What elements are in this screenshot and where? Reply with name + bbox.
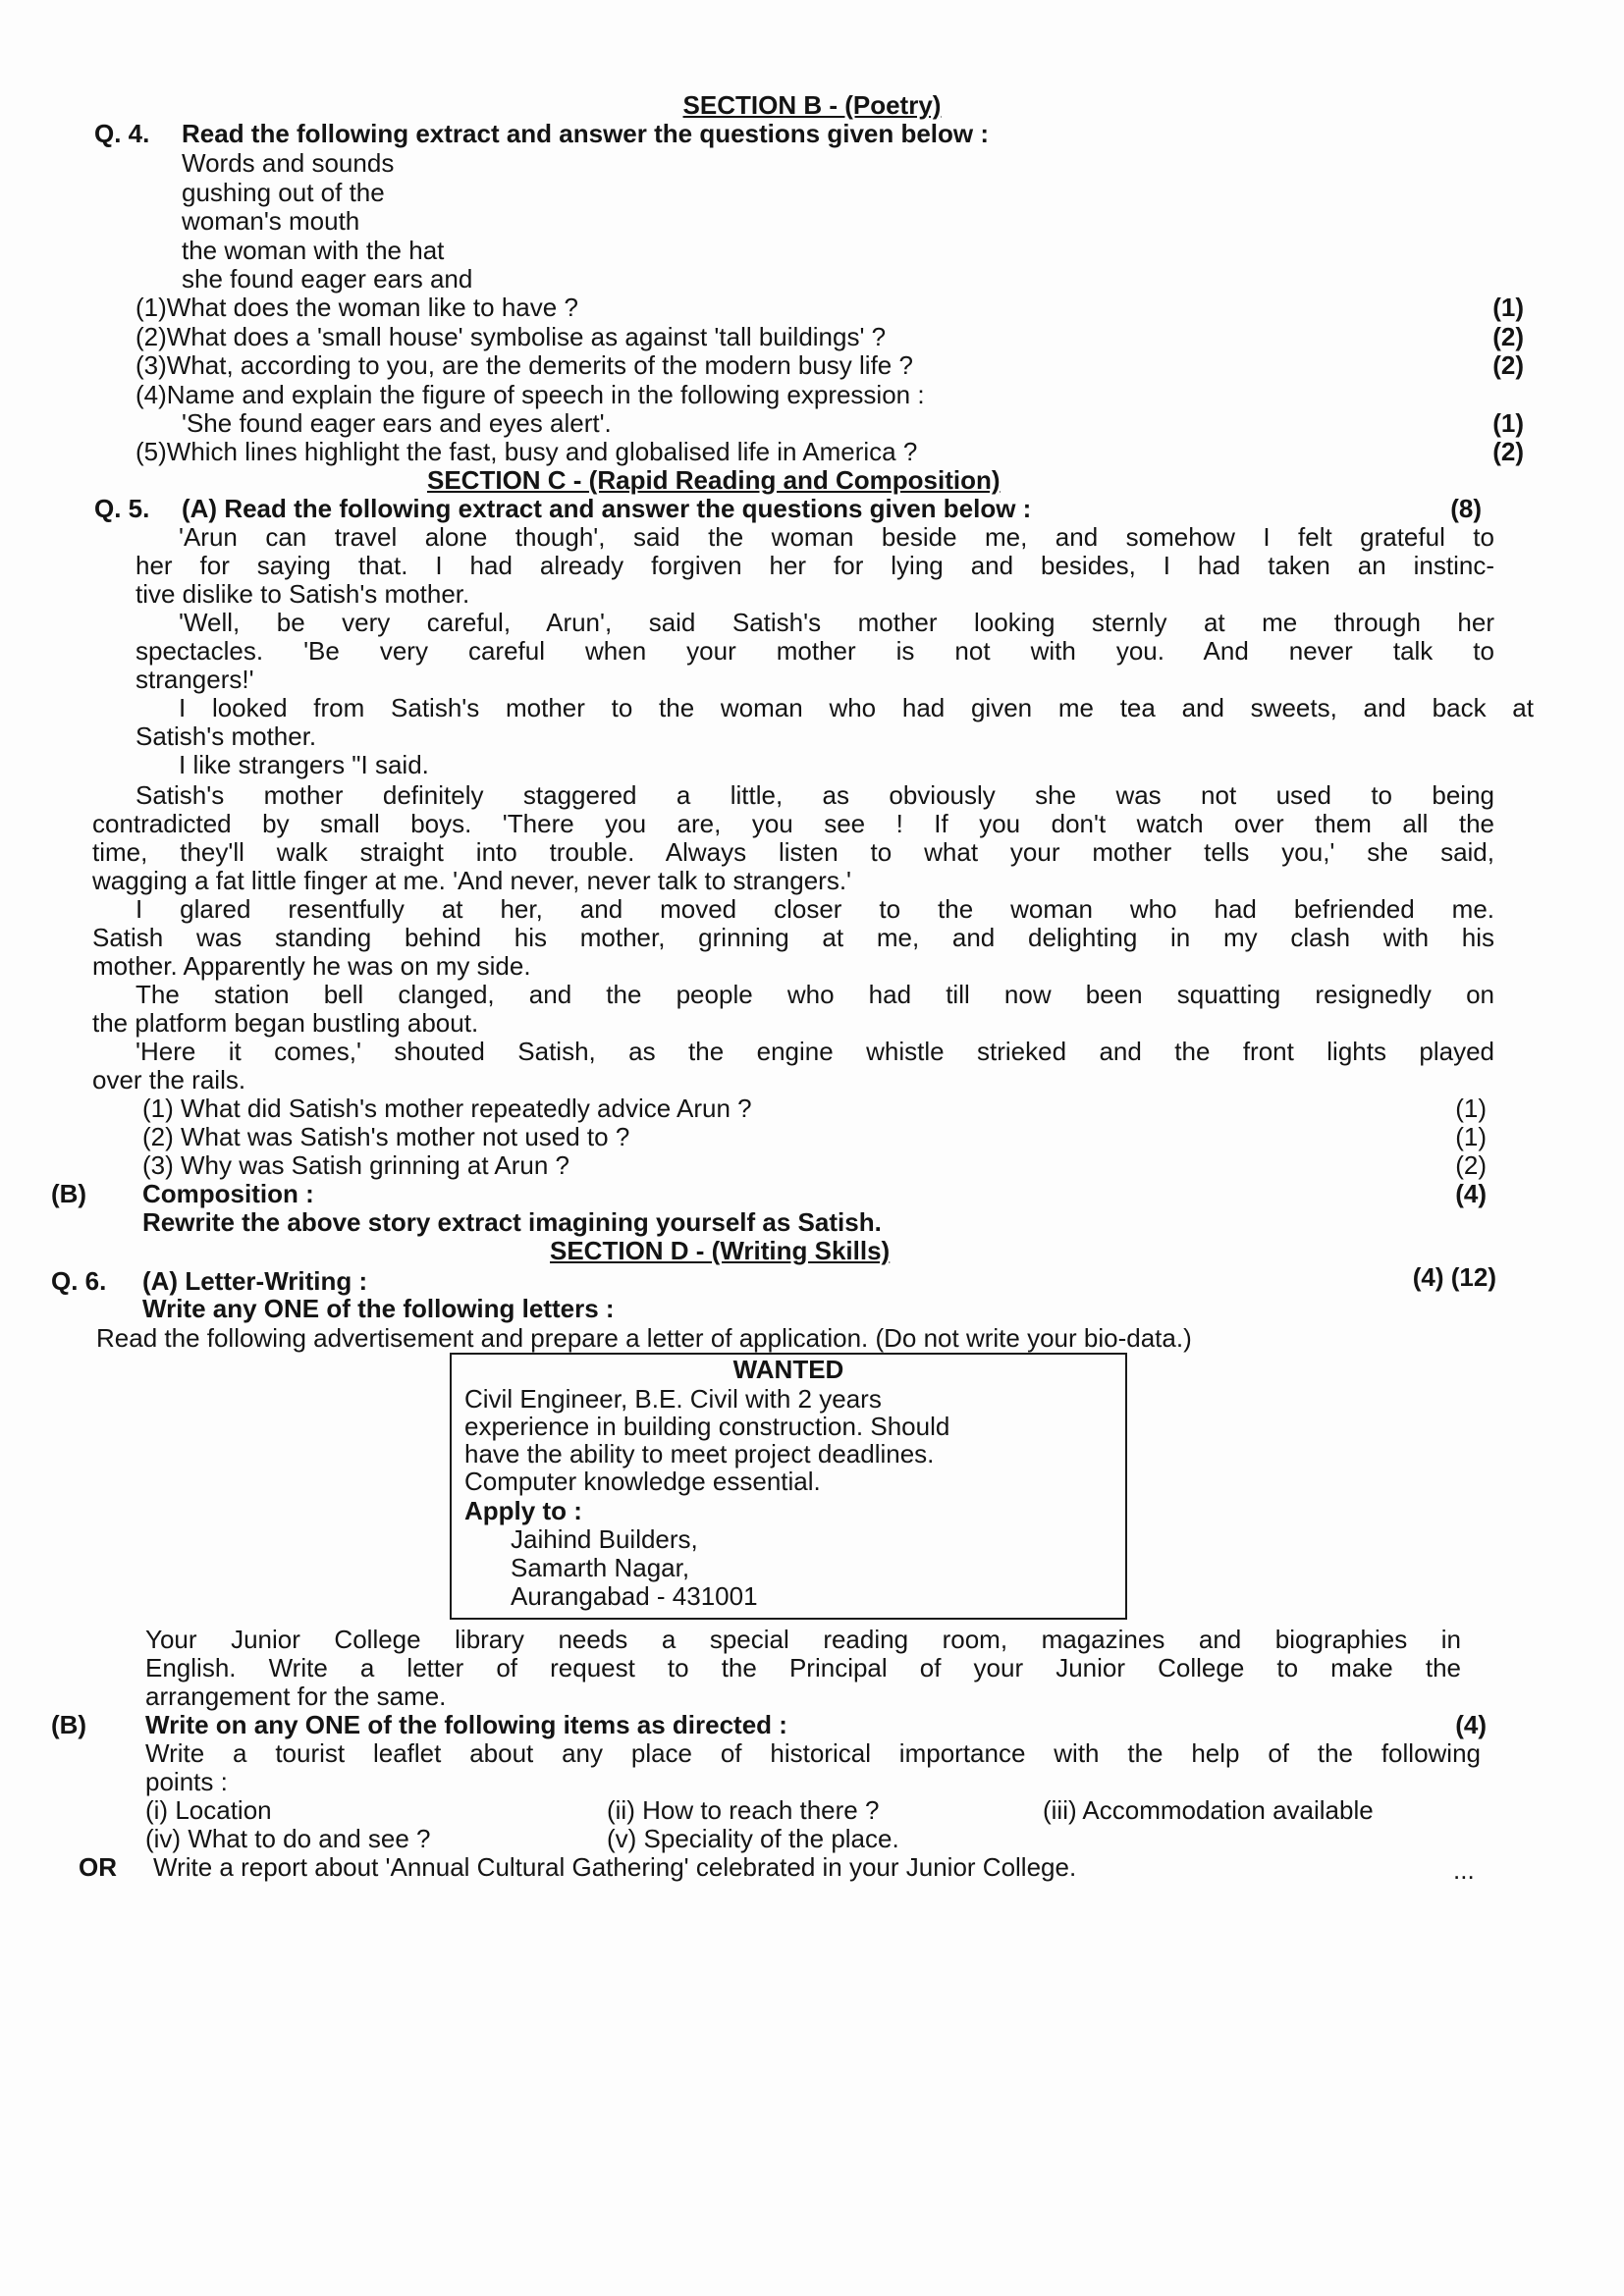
section-b-heading: SECTION B - (Poetry) xyxy=(682,90,942,120)
letter2-line: arrangement for the same. xyxy=(145,1682,447,1711)
passage-line: spectacles. 'Be very careful when your mother is not with you. And never talk to xyxy=(135,636,1494,666)
ad-line: Civil Engineer, B.E. Civil with 2 years xyxy=(464,1384,882,1414)
passage-line: 'Arun can travel alone though', said the woman beside me, and somehow I felt grateful to xyxy=(179,522,1494,552)
passage-line: mother. Apparently he was on my side. xyxy=(92,951,531,981)
ad-line: Computer knowledge essential. xyxy=(464,1467,821,1496)
ad-address-line: Aurangabad - 431001 xyxy=(511,1581,758,1611)
q5-question: (1) What did Satish's mother repeatedly advice Arun ? xyxy=(142,1094,752,1123)
passage-line: strangers!' xyxy=(135,665,254,694)
q4-marks: (1) xyxy=(1492,293,1524,322)
passage-line: time, they'll walk straight into trouble. Always listen to what your mother tells you,' she said, xyxy=(92,837,1494,867)
q4-marks: (1) xyxy=(1492,408,1524,438)
q6-label: Q. 6. xyxy=(51,1266,107,1296)
q5-instruction: (A) Read the following extract and answer the questions given below : xyxy=(182,494,1032,523)
q5-marks: (8) xyxy=(1450,494,1482,523)
passage-line: tive dislike to Satish's mother. xyxy=(135,579,470,609)
ad-title: WANTED xyxy=(732,1355,844,1384)
passage-line: over the rails. xyxy=(92,1065,246,1095)
passage-line: Satish's mother. xyxy=(135,721,317,751)
letter2-line: English. Write a letter of request to the Principal of your Junior College to make the xyxy=(145,1653,1461,1682)
passage-line: The station bell clanged, and the people who had till now been squatting resignedly on xyxy=(135,980,1494,1009)
letter-writing-heading: (A) Letter-Writing : xyxy=(142,1266,368,1296)
poem-line: she found eager ears and xyxy=(182,264,473,294)
q6b-label: (B) xyxy=(51,1710,87,1739)
passage-line: I like strangers "I said. xyxy=(179,750,429,779)
ad-line: experience in building construction. Should xyxy=(464,1412,950,1441)
q4-expression: 'She found eager ears and eyes alert'. xyxy=(182,408,612,438)
q6b-marks: (4) xyxy=(1455,1710,1487,1739)
leaflet-line: points : xyxy=(145,1767,228,1796)
point-item: (i) Location xyxy=(145,1795,272,1825)
passage-line: the platform began bustling about. xyxy=(92,1008,479,1038)
poem-line: woman's mouth xyxy=(182,206,360,236)
letter1-instruction: Read the following advertisement and prepare a letter of application. (Do not write your bio-data.) xyxy=(96,1323,1192,1353)
q5-question-marks: (2) xyxy=(1455,1150,1487,1180)
passage-line: her for saying that. I had already forgiven her for lying and besides, I had taken an instinc- xyxy=(135,551,1494,580)
q5-question: (2) What was Satish's mother not used to ? xyxy=(142,1122,630,1151)
ad-line: have the ability to meet project deadlines. xyxy=(464,1439,935,1468)
q4-question: (3)What, according to you, are the demerits of the modern busy life ? xyxy=(135,350,913,380)
q5-question-marks: (1) xyxy=(1455,1122,1487,1151)
q5-label: Q. 5. xyxy=(94,494,150,523)
composition-heading: Composition : xyxy=(142,1179,314,1208)
q4-question: (1)What does the woman like to have ? xyxy=(135,293,578,322)
letter-instruction: Write any ONE of the following letters : xyxy=(142,1294,615,1323)
letter2-line: Your Junior College library needs a special reading room, magazines and biographies in xyxy=(145,1625,1461,1654)
q6-marks: (4) (12) xyxy=(1412,1262,1496,1292)
q4-label: Q. 4. xyxy=(94,119,150,148)
point-item: (v) Speciality of the place. xyxy=(607,1824,899,1853)
leaflet-line: Write a tourist leaflet about any place of historical importance with the help of the following xyxy=(145,1738,1481,1768)
point-item: (ii) How to reach there ? xyxy=(607,1795,880,1825)
poem-line: Words and sounds xyxy=(182,148,395,178)
q4-question: (5)Which lines highlight the fast, busy and globalised life in America ? xyxy=(135,437,918,466)
ad-address-line: Jaihind Builders, xyxy=(511,1524,698,1554)
continuation-marker: ... xyxy=(1453,1855,1475,1885)
passage-line: 'Well, be very careful, Arun', said Satish's mother looking sternly at me through her xyxy=(179,608,1494,637)
composition-marks: (4) xyxy=(1455,1179,1487,1208)
section-c-heading: SECTION C - (Rapid Reading and Composition) xyxy=(427,465,1001,495)
q5b-label: (B) xyxy=(51,1179,87,1208)
ad-address-line: Samarth Nagar, xyxy=(511,1553,690,1582)
q4-marks: (2) xyxy=(1492,350,1524,380)
report-task: Write a report about 'Annual Cultural Gathering' celebrated in your Junior College. xyxy=(153,1852,1077,1882)
q5-question: (3) Why was Satish grinning at Arun ? xyxy=(142,1150,569,1180)
q4-instruction: Read the following extract and answer the questions given below : xyxy=(182,119,990,148)
q4-question: (4)Name and explain the figure of speech in the following expression : xyxy=(135,380,925,409)
passage-line: I looked from Satish's mother to the woman who had given me tea and sweets, and back at xyxy=(179,693,1534,722)
ad-apply-label: Apply to : xyxy=(464,1496,582,1525)
q5-question-marks: (1) xyxy=(1455,1094,1487,1123)
passage-line: Satish's mother definitely staggered a little, as obviously she was not used to being xyxy=(135,780,1494,810)
passage-line: 'Here it comes,' shouted Satish, as the engine whistle strieked and the front lights played xyxy=(135,1037,1494,1066)
point-item: (iii) Accommodation available xyxy=(1043,1795,1374,1825)
passage-line: I glared resentfully at her, and moved closer to the woman who had befriended me. xyxy=(135,894,1494,924)
point-item: (iv) What to do and see ? xyxy=(145,1824,431,1853)
passage-line: contradicted by small boys. 'There you are, you see ! If you don't watch over them all the xyxy=(92,809,1494,838)
poem-line: the woman with the hat xyxy=(182,236,445,265)
poem-line: gushing out of the xyxy=(182,178,385,207)
or-label: OR xyxy=(79,1852,117,1882)
passage-line: Satish was standing behind his mother, grinning at me, and delighting in my clash with his xyxy=(92,923,1494,952)
section-d-heading: SECTION D - (Writing Skills) xyxy=(550,1236,891,1265)
q6b-heading: Write on any ONE of the following items as directed : xyxy=(145,1710,787,1739)
q4-marks: (2) xyxy=(1492,437,1524,466)
q4-marks: (2) xyxy=(1492,322,1524,351)
composition-task: Rewrite the above story extract imagining yourself as Satish. xyxy=(142,1207,882,1237)
passage-line: wagging a fat little finger at me. 'And never, never talk to strangers.' xyxy=(92,866,852,895)
q4-question: (2)What does a 'small house' symbolise as against 'tall buildings' ? xyxy=(135,322,887,351)
